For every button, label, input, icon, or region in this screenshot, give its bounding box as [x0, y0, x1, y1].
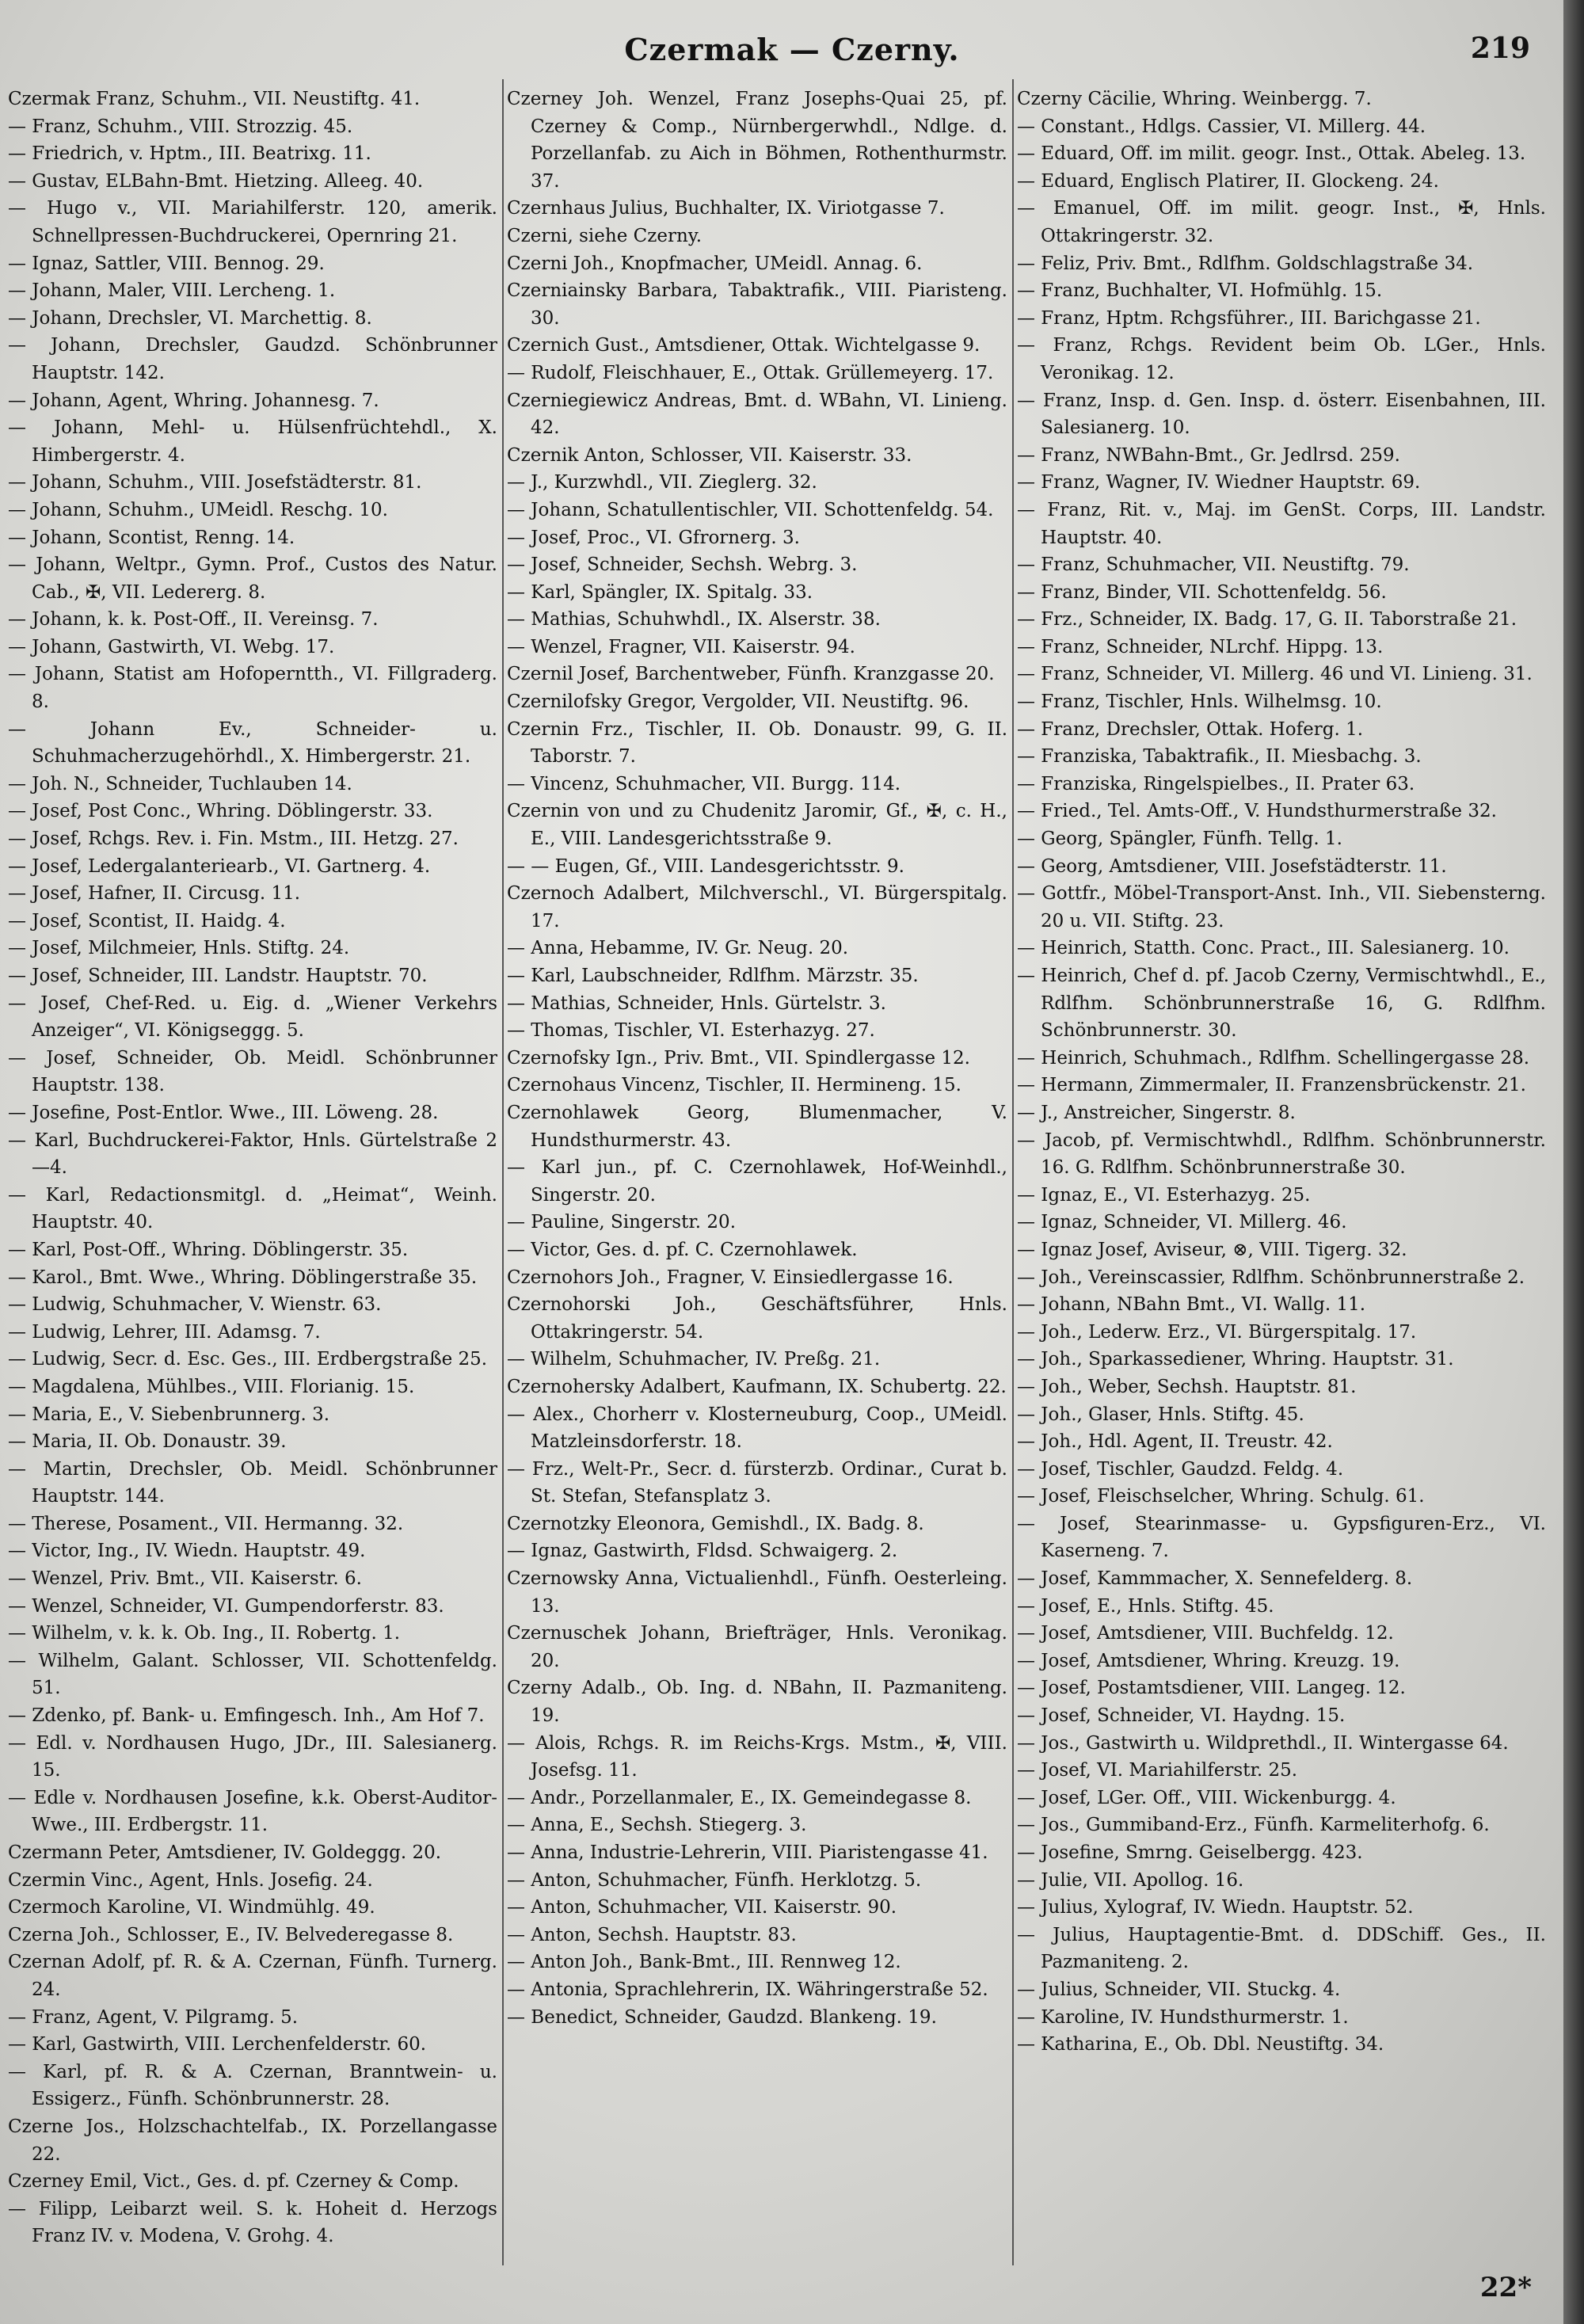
column-left — [8, 86, 497, 2256]
directory-entry: — Wilhelm, Galant. Schlosser, VII. Schottenfeldg. 51. — [8, 1650, 497, 1699]
directory-entry: — Josef, E., Hnls. Stiftg. 45. — [1017, 1595, 1274, 1617]
directory-entry: — Franz, Binder, VII. Schottenfeldg. 56. — [1017, 581, 1387, 603]
directory-entry: — Karl, Post-Off., Whring. Döblingerstr. 35. — [8, 1239, 409, 1260]
directory-entry: — Anna, Hebamme, IV. Gr. Neug. 20. — [507, 938, 849, 959]
directory-entry: — Gottfr., Möbel-Transport-Anst. Inh., VII. Siebensterng. 20 u. VII. Stiftg. 23. — [1017, 883, 1546, 932]
directory-entry: Czernin von und zu Chudenitz Jaromir, Gf., ✠, c. H., E., VIII. Landesgerichtsstraße 9. — [507, 801, 1007, 850]
page-header — [0, 32, 1584, 71]
directory-entry: — Johann, Drechsler, Gaudzd. Schönbrunner Hauptstr. 142. — [8, 335, 497, 383]
directory-entry: — Ludwig, Lehrer, III. Adamsg. 7. — [8, 1321, 321, 1343]
directory-entry: — Franz, Drechsler, Ottak. Hoferg. 1. — [1017, 718, 1364, 740]
directory-entry: — J., Kurzwhdl., VII. Zieglerg. 32. — [507, 472, 817, 493]
directory-entry: Czernohorski Joh., Geschäftsführer, Hnls. Ottakringerstr. 54. — [507, 1294, 1007, 1343]
directory-entry: Czernowsky Anna, Victualienhdl., Fünfh. Oesterleing. 13. — [507, 1568, 1007, 1617]
directory-entry: — Johann, Gastwirth, VI. Webg. 17. — [8, 636, 335, 657]
directory-entry: — Josef, Schneider, VI. Haydng. 15. — [1017, 1705, 1346, 1727]
directory-entry: — Anton, Schuhmacher, VII. Kaiserstr. 90. — [507, 1897, 897, 1918]
directory-entry: Czerney Joh. Wenzel, Franz Josephs-Quai 25, pf. Czerney & Comp., Nürnbergerwhdl., Ndlge. d. Porzellanfab. zu Aich in Böhmen, Rothenthurmstr. 37. — [507, 89, 1007, 192]
directory-entry: Czermoch Karoline, VI. Windmühlg. 49. — [8, 1897, 375, 1918]
directory-entry: — Hugo v., VII. Mariahilferstr. 120, amerik. Schnellpressen-Buchdruckerei, Opernring 21. — [8, 198, 497, 246]
directory-entry: — Franz, NWBahn-Bmt., Gr. Jedlrsd. 259. — [1017, 444, 1400, 466]
directory-entry: — Josef, Schneider, Sechsh. Webrg. 3. — [507, 554, 858, 576]
directory-entry: — Jacob, pf. Vermischtwhdl., Rdlfhm. Schönbrunnerstr. 16. G. Rdlfhm. Schönbrunnerstraße 30. — [1017, 1130, 1546, 1179]
directory-entry: — Feliz, Priv. Bmt., Rdlfhm. Goldschlagstraße 34. — [1017, 253, 1474, 274]
directory-entry: — Frz., Welt-Pr., Secr. d. fürsterzb. Ordinar., Curat b. St. Stefan, Stefansplatz 3. — [507, 1458, 1007, 1507]
directory-entry: Czernoch Adalbert, Milchverschl., VI. Bürgerspitalg. 17. — [507, 883, 1007, 932]
directory-entry: — Heinrich, Chef d. pf. Jacob Czerny, Vermischtwhdl., E., Rdlfhm. Schönbrunnerstraße 16, G. Rdlfhm. Schönbrunnerstr. 30. — [1017, 966, 1546, 1042]
directory-entry: — Anna, E., Sechsh. Stiegerg. 3. — [507, 1815, 807, 1836]
column-divider — [1012, 79, 1014, 2265]
directory-entry: — Andr., Porzellanmaler, E., IX. Gemeindegasse 8. — [507, 1787, 972, 1808]
directory-entry: — Heinrich, Schuhmach., Rdlfhm. Schellingergasse 28. — [1017, 1047, 1530, 1069]
directory-entry: — Josef, Schneider, Ob. Meidl. Schönbrunner Hauptstr. 138. — [8, 1047, 497, 1096]
directory-entry: — Martin, Drechsler, Ob. Meidl. Schönbrunner Hauptstr. 144. — [8, 1458, 497, 1507]
directory-entry: — Karl, Spängler, IX. Spitalg. 33. — [507, 581, 813, 603]
directory-entry: — Josef, Amtsdiener, VIII. Buchfeldg. 12. — [1017, 1623, 1394, 1644]
directory-entry: — Josef, Ledergalanteriearb., VI. Gartnerg. 4. — [8, 855, 431, 877]
directory-entry: — Josef, Hafner, II. Circusg. 11. — [8, 883, 301, 905]
directory-entry: Czernohersky Adalbert, Kaufmann, IX. Schubertg. 22. — [507, 1376, 1007, 1397]
directory-entry: — Franz, Hptm. Rchgsführer., III. Barichgasse 21. — [1017, 307, 1481, 329]
page-number: 219 — [1470, 32, 1530, 65]
directory-entry: — Franz, Schuhm., VIII. Strozzig. 45. — [8, 116, 353, 137]
directory-entry: — Karl, Laubschneider, Rdlfhm. Märzstr. 35. — [507, 966, 919, 986]
directory-entry: — Magdalena, Mühlbes., VIII. Florianig. 15. — [8, 1376, 415, 1397]
directory-entry: — Julius, Xylograf, IV. Wiedn. Hauptstr. 52. — [1017, 1897, 1414, 1918]
directory-entry: — Julius, Schneider, VII. Stuckg. 4. — [1017, 1979, 1341, 2000]
directory-entry: — Wenzel, Fragner, VII. Kaiserstr. 94. — [507, 636, 855, 657]
directory-entry: — Franz, Schneider, VI. Millerg. 46 und VI. Linieng. 31. — [1017, 664, 1533, 685]
directory-entry: — Josef, Kammmacher, X. Sennefelderg. 8. — [1017, 1568, 1413, 1590]
directory-entry: — Johann, Schuhm., VIII. Josefstädterstr. 81. — [8, 472, 422, 493]
directory-entry: Czernhaus Julius, Buchhalter, IX. Viriotgasse 7. — [507, 198, 945, 219]
column-middle — [507, 86, 1007, 2256]
directory-entry: Czerny Cäcilie, Whring. Weinbergg. 7. — [1017, 89, 1372, 109]
directory-entry: — Franz, Schuhmacher, VII. Neustiftg. 79. — [1017, 554, 1410, 576]
directory-entry: Czernan Adolf, pf. R. & A. Czernan, Fünfh. Turnerg. 24. — [8, 1952, 497, 2000]
directory-entry: — Joh., Lederw. Erz., VI. Bürgerspitalg. 17. — [1017, 1321, 1417, 1343]
directory-entry: — Heinrich, Statth. Conc. Pract., III. Salesianerg. 10. — [1017, 938, 1510, 959]
directory-entry: — Johann, k. k. Post-Off., II. Vereinsg. 7. — [8, 609, 379, 631]
directory-entry: — Frz., Schneider, IX. Badg. 17, G. II. Taborstraße 21. — [1017, 609, 1517, 631]
directory-entry: — Joh., Sparkassediener, Whring. Hauptstr. 31. — [1017, 1349, 1454, 1370]
directory-entry: — Johann Ev., Schneider- u. Schuhmacherzugehörhdl., X. Himbergerstr. 21. — [8, 718, 497, 768]
directory-entry: — Katharina, E., Ob. Dbl. Neustiftg. 34. — [1017, 2034, 1384, 2055]
directory-entry: — Pauline, Singerstr. 20. — [507, 1212, 737, 1233]
directory-entry: — J., Anstreicher, Singerstr. 8. — [1017, 1102, 1296, 1123]
directory-entry: — Georg, Amtsdiener, VIII. Josefstädterstr. 11. — [1017, 855, 1447, 877]
directory-entry: — Josef, Proc., VI. Gfrornerg. 3. — [507, 527, 800, 548]
directory-entry: Czerni Joh., Knopfmacher, UMeidl. Annag. 6. — [507, 253, 923, 274]
directory-entry: — Anton Joh., Bank-Bmt., III. Rennweg 12. — [507, 1952, 901, 1973]
page-edge-shadow — [1563, 0, 1584, 2324]
directory-entry: — Mathias, Schneider, Hnls. Gürtelstr. 3. — [507, 992, 886, 1014]
directory-entry: — Therese, Posament., VII. Hermanng. 32. — [8, 1513, 404, 1534]
directory-entry: — Johann, Drechsler, VI. Marchettig. 8. — [8, 307, 372, 329]
directory-entry: — Rudolf, Fleischhauer, E., Ottak. Grüllemeyerg. 17. — [507, 362, 994, 383]
directory-entry: — Johann, Maler, VIII. Lercheng. 1. — [8, 280, 336, 302]
directory-entry: — Franz, Rit. v., Maj. im GenSt. Corps, III. Landstr. Hauptstr. 40. — [1017, 499, 1546, 548]
directory-entry: — Maria, II. Ob. Donaustr. 39. — [8, 1431, 287, 1453]
directory-entry: — Thomas, Tischler, VI. Esterhazyg. 27. — [507, 1020, 875, 1042]
directory-entry: Czernich Gust., Amtsdiener, Ottak. Wichtelgasse 9. — [507, 335, 980, 356]
directory-entry: — Maria, E., V. Siebenbrunnerg. 3. — [8, 1404, 330, 1425]
directory-entry: — Anton, Schuhmacher, Fünfh. Herklotzg. 5. — [507, 1869, 922, 1891]
directory-entry: — Gustav, ELBahn-Bmt. Hietzing. Alleeg. 40. — [8, 170, 424, 192]
directory-entry: Czernik Anton, Schlosser, VII. Kaiserstr. 33. — [507, 444, 912, 466]
directory-entry: Czernin Frz., Tischler, II. Ob. Donaustr. 99, G. II. Taborstr. 7. — [507, 718, 1007, 768]
directory-entry: — Johann, Statist am Hofoperntth., VI. Fillgraderg. 8. — [8, 664, 497, 713]
column-divider — [502, 79, 504, 2265]
directory-entry: — Emanuel, Off. im milit. geogr. Inst., ✠, Hnls. Ottakringerstr. 32. — [1017, 198, 1546, 246]
directory-entry: — Johann, Schatullentischler, VII. Schottenfeldg. 54. — [507, 499, 994, 520]
directory-entry: Czernohors Joh., Fragner, V. Einsiedlergasse 16. — [507, 1267, 954, 1288]
directory-entry: — Josef, Fleischselcher, Whring. Schulg. 61. — [1017, 1486, 1425, 1507]
directory-entry: — Josef, Rchgs. Rev. i. Fin. Mstm., III. Hetzg. 27. — [8, 829, 459, 850]
directory-entry: — Benedict, Schneider, Gaudzd. Blankeng. 19. — [507, 2006, 937, 2028]
directory-entry: — Josef, VI. Mariahilferstr. 25. — [1017, 1760, 1298, 1781]
directory-entry: Czerna Joh., Schlosser, E., IV. Belvederegasse 8. — [8, 1924, 454, 1945]
directory-entry: — Franz, Tischler, Hnls. Wilhelmsg. 10. — [1017, 691, 1382, 713]
directory-entry: — Josef, Scontist, II. Haidg. 4. — [8, 910, 286, 932]
directory-entry: Czerniegiewicz Andreas, Bmt. d. WBahn, VI. Linieng. 42. — [507, 390, 1007, 439]
directory-entry: Czerne Jos., Holzschachtelfab., IX. Porzellangasse 22. — [8, 2116, 497, 2165]
directory-entry: Czernohlawek Georg, Blumenmacher, V. Hundsthurmerstr. 43. — [507, 1102, 1007, 1151]
directory-entry: — Franz, Wagner, IV. Wiedner Hauptstr. 69. — [1017, 472, 1421, 493]
directory-entry: — Johann, Weltpr., Gymn. Prof., Custos des Natur. Cab., ✠, VII. Ledererg. 8. — [8, 554, 497, 603]
directory-entry: — Antonia, Sprachlehrerin, IX. Währingerstraße 52. — [507, 1979, 988, 2000]
directory-entry: — Zdenko, pf. Bank- u. Emfingesch. Inh., Am Hof 7. — [8, 1705, 485, 1727]
directory-entry: — Josefine, Post-Entlor. Wwe., III. Löweng. 28. — [8, 1102, 439, 1123]
directory-entry: — Eduard, Englisch Platirer, II. Glockeng. 24. — [1017, 170, 1439, 192]
directory-entry: — Edle v. Nordhausen Josefine, k.k. Oberst-Auditor-Wwe., III. Erdbergstr. 11. — [8, 1787, 497, 1836]
directory-entry: Czerniainsky Barbara, Tabaktrafik., VIII. Piaristeng. 30. — [507, 280, 1007, 329]
column-right — [1017, 86, 1546, 2256]
directory-entry: — Josef, Schneider, III. Landstr. Hauptstr. 70. — [8, 966, 428, 986]
directory-entry: — Karl, Redactionsmitgl. d. „Heimat“, Weinh. Hauptstr. 40. — [8, 1184, 497, 1233]
directory-entry: — Johann, Scontist, Renng. 14. — [8, 527, 295, 548]
directory-entry: — Wenzel, Schneider, VI. Gumpendorferstr. 83. — [8, 1595, 444, 1617]
directory-entry: — Edl. v. Nordhausen Hugo, JDr., III. Salesianerg. 15. — [8, 1732, 497, 1781]
directory-entry: — Joh. N., Schneider, Tuchlauben 14. — [8, 773, 352, 794]
directory-entry: — Karoline, IV. Hundsthurmerstr. 1. — [1017, 2006, 1349, 2028]
directory-entry: — Franz, Buchhalter, VI. Hofmühlg. 15. — [1017, 280, 1383, 302]
directory-entry: — Josef, Post Conc., Whring. Döblingerstr. 33. — [8, 801, 433, 822]
directory-entry: — Constant., Hdlgs. Cassier, VI. Millerg. 44. — [1017, 116, 1426, 137]
directory-entry: — Joh., Vereinscassier, Rdlfhm. Schönbrunnerstraße 2. — [1017, 1267, 1525, 1288]
directory-entry: — Wenzel, Priv. Bmt., VII. Kaiserstr. 6. — [8, 1568, 362, 1590]
directory-entry: — Wilhelm, Schuhmacher, IV. Preßg. 21. — [507, 1349, 881, 1370]
directory-entry: — Josefine, Smrng. Geiselbergg. 423. — [1017, 1842, 1363, 1863]
directory-entry: — Jos., Gastwirth u. Wildprethdl., II. Wintergasse 64. — [1017, 1732, 1509, 1754]
directory-entry: Czermann Peter, Amtsdiener, IV. Goldeggg. 20. — [8, 1842, 442, 1863]
directory-entry: — Johann, NBahn Bmt., VI. Wallg. 11. — [1017, 1294, 1366, 1316]
directory-entry: — Ignaz, Schneider, VI. Millerg. 46. — [1017, 1212, 1347, 1233]
directory-entry: — Karl, Gastwirth, VIII. Lerchenfelderstr. 60. — [8, 2034, 427, 2055]
directory-entry: — Hermann, Zimmermaler, II. Franzensbrückenstr. 21. — [1017, 1075, 1526, 1096]
directory-entry: Czerny Adalb., Ob. Ing. d. NBahn, II. Pazmaniteng. 19. — [507, 1678, 1007, 1727]
directory-entry: — Ludwig, Secr. d. Esc. Ges., III. Erdbergstraße 25. — [8, 1349, 488, 1370]
directory-entry: — Josef, Stearinmasse- u. Gypsfiguren-Erz., VI. Kaserneng. 7. — [1017, 1513, 1546, 1562]
directory-entry: — Alex., Chorherr v. Klosterneuburg, Coop., UMeidl. Matzleinsdorferstr. 18. — [507, 1404, 1007, 1453]
directory-entry: — Ignaz, Gastwirth, Fldsd. Schwaigerg. 2. — [507, 1541, 898, 1562]
directory-entry: — Ignaz, E., VI. Esterhazyg. 25. — [1017, 1184, 1311, 1206]
directory-entry: — Franz, Schneider, NLrchf. Hippg. 13. — [1017, 636, 1384, 657]
directory-entry: Czernil Josef, Barchentweber, Fünfh. Kranzgasse 20. — [507, 664, 995, 685]
printer-signature: 22* — [1479, 2272, 1532, 2303]
directory-entry: — Karl jun., pf. C. Czernohlawek, Hof-Weinhdl., Singerstr. 20. — [507, 1157, 1007, 1206]
directory-entry: — Julie, VII. Apollog. 16. — [1017, 1869, 1244, 1891]
directory-entry: — Eduard, Off. im milit. geogr. Inst., Ottak. Abeleg. 13. — [1017, 143, 1526, 165]
directory-entry: — Franz, Agent, V. Pilgramg. 5. — [8, 2006, 299, 2028]
directory-entry: — Vincenz, Schuhmacher, VII. Burgg. 114. — [507, 773, 901, 794]
directory-entry: — Joh., Weber, Sechsh. Hauptstr. 81. — [1017, 1376, 1357, 1397]
directory-entry: — Karl, pf. R. & A. Czernan, Branntwein- u. Essigerz., Fünfh. Schönbrunnerstr. 28. — [8, 2061, 497, 2110]
directory-entry: — Anton, Sechsh. Hauptstr. 83. — [507, 1924, 797, 1945]
directory-entry: Czernotzky Eleonora, Gemishdl., IX. Badg. 8. — [507, 1513, 924, 1534]
directory-entry: — Josef, Chef-Red. u. Eig. d. „Wiener Verkehrs Anzeiger“, VI. Königseggg. 5. — [8, 992, 497, 1042]
directory-entry: — Ludwig, Schuhmacher, V. Wienstr. 63. — [8, 1294, 382, 1316]
directory-entry: — — Eugen, Gf., VIII. Landesgerichtsstr. 9. — [507, 855, 904, 877]
directory-entry: Czerni, siehe Czerny. — [507, 225, 703, 246]
directory-entry: — Victor, Ing., IV. Wiedn. Hauptstr. 49. — [8, 1541, 366, 1562]
directory-entry: Czermin Vinc., Agent, Hnls. Josefig. 24. — [8, 1869, 373, 1891]
directory-entry: — Joh., Glaser, Hnls. Stiftg. 45. — [1017, 1404, 1304, 1425]
directory-entry: — Victor, Ges. d. pf. C. Czernohlawek. — [507, 1239, 858, 1260]
directory-entry: — Ignaz, Sattler, VIII. Bennog. 29. — [8, 253, 325, 274]
directory-entry: Czerney Emil, Vict., Ges. d. pf. Czerney & Comp. — [8, 2171, 459, 2193]
directory-entry: — Georg, Spängler, Fünfh. Tellg. 1. — [1017, 829, 1342, 850]
directory-entry: — Wilhelm, v. k. k. Ob. Ing., II. Robertg. 1. — [8, 1623, 401, 1644]
directory-entry: — Josef, Postamtsdiener, VIII. Langeg. 12. — [1017, 1678, 1406, 1699]
directory-entry: — Karol., Bmt. Wwe., Whring. Döblingerstraße 35. — [8, 1267, 478, 1288]
directory-entry: — Josef, Amtsdiener, Whring. Kreuzg. 19. — [1017, 1650, 1400, 1671]
directory-entry: — Jos., Gummiband-Erz., Fünfh. Karmeliterhofg. 6. — [1017, 1815, 1490, 1836]
directory-entry: — Ignaz Josef, Aviseur, ⊗, VIII. Tigerg. 32. — [1017, 1239, 1407, 1260]
directory-entry: — Franz, Insp. d. Gen. Insp. d. österr. Eisenbahnen, III. Salesianerg. 10. — [1017, 390, 1546, 439]
directory-entry: — Johann, Schuhm., UMeidl. Reschg. 10. — [8, 499, 388, 520]
directory-entry: — Franziska, Tabaktrafik., II. Miesbachg. 3. — [1017, 746, 1422, 768]
directory-entry: — Josef, Milchmeier, Hnls. Stiftg. 24. — [8, 938, 350, 959]
directory-entry: — Anna, Industrie-Lehrerin, VIII. Piaristengasse 41. — [507, 1842, 988, 1863]
directory-entry: — Johann, Mehl- u. Hülsenfrüchtehdl., X. Himbergerstr. 4. — [8, 417, 497, 466]
directory-entry: Czernilofsky Gregor, Vergolder, VII. Neustiftg. 96. — [507, 691, 969, 713]
directory-entry: — Julius, Hauptagentie-Bmt. d. DDSchiff. Ges., II. Pazmaniteng. 2. — [1017, 1924, 1546, 1973]
directory-entry: — Franz, Rchgs. Revident beim Ob. LGer., Hnls. Veronikag. 12. — [1017, 335, 1546, 383]
directory-entry: — Filipp, Leibarzt weil. S. k. Hoheit d. Herzogs Franz IV. v. Modena, V. Grohg. 4. — [8, 2198, 497, 2247]
directory-entry: — Fried., Tel. Amts-Off., V. Hundsthurmerstraße 32. — [1017, 801, 1497, 822]
directory-entry: — Josef, Tischler, Gaudzd. Feldg. 4. — [1017, 1458, 1344, 1480]
directory-entry: Czernuschek Johann, Briefträger, Hnls. Veronikag. 20. — [507, 1623, 1007, 1671]
directory-entry: — Alois, Rchgs. R. im Reichs-Krgs. Mstm., ✠, VIII. Josefsg. 11. — [507, 1732, 1007, 1781]
directory-entry: Czermak Franz, Schuhm., VII. Neustiftg. 41. — [8, 89, 421, 109]
directory-entry: — Karl, Buchdruckerei-Faktor, Hnls. Gürtelstraße 2—4. — [8, 1130, 497, 1179]
directory-entry: — Josef, LGer. Off., VIII. Wickenburgg. 4. — [1017, 1787, 1396, 1808]
directory-entry: — Franziska, Ringelspielbes., II. Prater 63. — [1017, 773, 1415, 794]
directory-entry: — Mathias, Schuhwhdl., IX. Alserstr. 38. — [507, 609, 881, 631]
page-title: Czermak — Czerny. — [624, 32, 960, 67]
directory-entry: — Johann, Agent, Whring. Johannesg. 7. — [8, 390, 379, 411]
directory-entry: — Friedrich, v. Hptm., III. Beatrixg. 11. — [8, 143, 371, 165]
directory-entry: Czernohaus Vincenz, Tischler, II. Hermineng. 15. — [507, 1075, 961, 1096]
directory-entry: Czernofsky Ign., Priv. Bmt., VII. Spindlergasse 12. — [507, 1047, 970, 1069]
directory-entry: — Joh., Hdl. Agent, II. Treustr. 42. — [1017, 1431, 1333, 1453]
